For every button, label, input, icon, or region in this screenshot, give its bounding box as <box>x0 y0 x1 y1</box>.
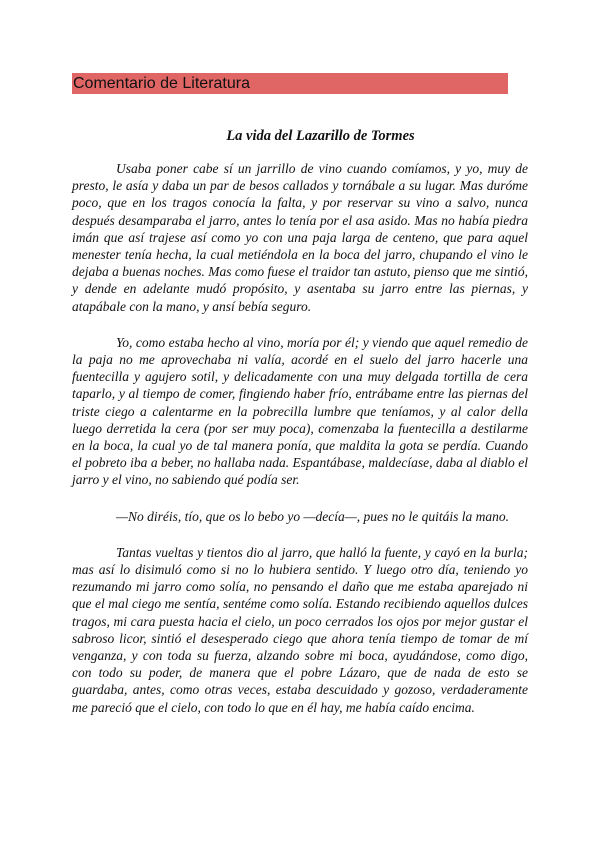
document-title: La vida del Lazarillo de Tormes <box>226 128 415 144</box>
document-body <box>72 160 528 735</box>
paragraph: Yo, como estaba hecho al vino, moría por él; y viendo que aquel remedio de la paja no me aprovechaba ni valía, acordé en el suelo del jarro hacerle una fuentecilla y agujero sotil, y delicadamente con una muy delgada tortilla de cera taparlo, y al tiempo de comer, fingiendo haber frío, entrábame entre las piernas del triste ciego a calentarme en la pobrecilla lumbre que teníamos, y al calor della luego derretida la cera (por ser muy poca), comenzaba la fuentecilla a destilarme en la boca, la cual yo de tal manera ponía, que maldita la gota se perdía. Cuando el pobreto iba a beber, no hallaba nada. Espantábase, maldecíase, daba al diablo el jarro y el vino, no sabiendo qué podía ser. <box>72 334 528 488</box>
paragraph: Usaba poner cabe sí un jarrillo de vino cuando comíamos, y yo, muy de presto, le asía y daba un par de besos callados y tornábale a su lugar. Mas duróme poco, que en los tragos conocía la falta, y por reservar su vino a salvo, nunca después desamparaba el jarro, antes lo tenía por el asa asido. Mas no había piedra imán que así trajese así como yo con una paja larga de centeno, que para aquel menester tenía hecha, la cual metiéndola en la boca del jarro, chupando el vino le dejaba a buenas noches. Mas como fuese el traidor tan astuto, pienso que me sintió, y dende en adelante mudó propósito, y asentaba su jarro entre las piernas, y atapábale con la mano, y ansí bebía seguro. <box>72 161 528 314</box>
dialogue-paragraph: —No diréis, tío, que os lo bebo yo —decía—, pues no le quitáis la mano. <box>116 508 509 524</box>
paragraph: Tantas vueltas y tientos dio al jarro, que halló la fuente, y cayó en la burla; mas así lo disimuló como si no lo hubiera sentido. Y luego otro día, teniendo yo rezumando mi jarro como solía, no pensando el daño que me estaba aparejado ni que el mal ciego me sentía, sentéme como solía. Estando recibiendo aquellos dulces tragos, mi cara puesta hacia el cielo, un poco cerrados los ojos por mejor gustar el sabroso licor, sintió el desesperado ciego que ahora tenía tiempo de tomar de mí venganza, y con toda su fuerza, alzando sobre mi boca, ayudándose, como digo, con todo su poder, de manera que el pobre Lázaro, que de nada de esto se guardaba, antes, como otras veces, estaba descuidado y gozoso, verdaderamente me pareció que el cielo, con todo lo que en él hay, me había caído encima. <box>72 544 528 715</box>
section-header-title: Comentario de Literatura <box>73 75 250 92</box>
